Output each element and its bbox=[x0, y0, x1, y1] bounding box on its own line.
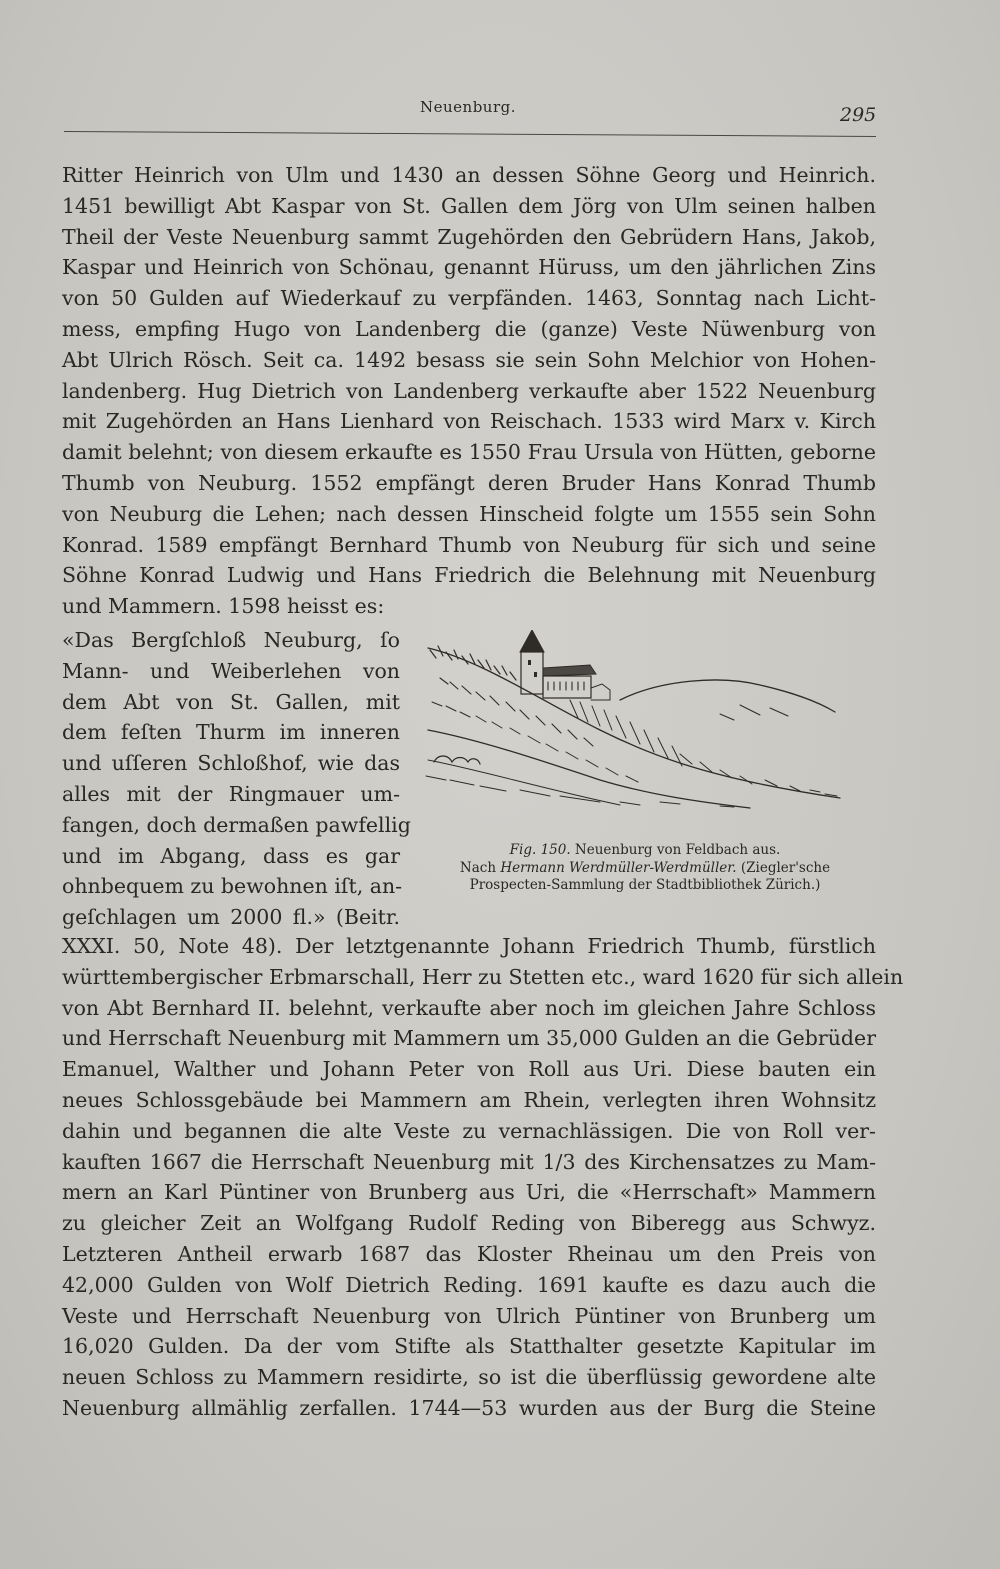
header-rule bbox=[64, 131, 876, 137]
text-line: neuen Schloss zu Mammern residirte, so ist die überflüssig gewordene alte bbox=[62, 1365, 876, 1390]
page-number: 295 bbox=[840, 104, 877, 126]
text-line: landenberg. Hug Dietrich von Landenberg verkaufte aber 1522 Neuenburg bbox=[62, 378, 876, 403]
text-line: Emanuel, Walther und Johann Peter von Roll aus Uri. Diese bauten ein bbox=[62, 1057, 876, 1082]
text-line: von 50 Gulden auf Wiederkauf zu verpfänden. 1463, Sonntag nach Licht- bbox=[62, 286, 876, 311]
text-line: dahin und begannen die alte Veste zu vernachlässigen. Die von Roll ver- bbox=[62, 1118, 876, 1143]
body-text-bottom bbox=[62, 931, 904, 1424]
quote-line: und im Abgang, dass es gar bbox=[62, 843, 400, 868]
figure-150 bbox=[420, 630, 870, 915]
text-line: Theil der Veste Neuenburg sammt Zugehörden den Gebrüdern Hans, Jakob, bbox=[62, 224, 876, 249]
quote-line: dem feſten Thurm im inneren bbox=[62, 720, 400, 745]
text-line: 42,000 Gulden von Wolf Dietrich Reding. 1691 kaufte es dazu auch die bbox=[62, 1272, 876, 1297]
quote-line: alles mit der Ringmauer um- bbox=[62, 781, 400, 806]
figure-label: Fig. 150. bbox=[509, 842, 571, 858]
caption-suffix: (Ziegler'sche bbox=[740, 859, 831, 876]
text-line: Kaspar und Heinrich von Schönau, genannt Hüruss, um den jährlichen Zins bbox=[62, 255, 876, 280]
text-line: Thumb von Neuburg. 1552 empfängt deren Bruder Hans Konrad Thumb bbox=[62, 470, 876, 495]
quote-line: und uſſeren Schloßhof, wie das bbox=[62, 751, 400, 776]
figure-title: Neuenburg von Feldbach aus. bbox=[574, 842, 781, 858]
text-line: zu gleicher Zeit an Wolfgang Rudolf Reding von Biberegg aus Schwyz. bbox=[62, 1211, 876, 1236]
text-line: Neuenburg allmählig zerfallen. 1744—53 wurden aus der Burg die Steine bbox=[62, 1395, 876, 1420]
text-line: württembergischer Erbmarschall, Herr zu Stetten etc., ward 1620 für sich allein bbox=[62, 964, 904, 989]
quote-line: dem Abt von St. Gallen, mit bbox=[62, 689, 400, 714]
text-line: mit Zugehörden an Hans Lienhard von Reischach. 1533 wird Marx v. Kirch bbox=[62, 409, 876, 434]
caption-author: Hermann Werdmüller-Werdmüller. bbox=[500, 859, 737, 876]
quote-line: fangen, doch dermaßen pawfellig bbox=[62, 812, 411, 837]
text-line: mess, empfing Hugo von Landenberg die (ganze) Veste Nüwenburg von bbox=[62, 316, 876, 341]
caption-line-1 bbox=[420, 842, 870, 860]
castle-hillside-sketch-icon bbox=[420, 630, 870, 840]
text-line: von Abt Bernhard II. belehnt, verkaufte aber noch im gleichen Jahre Schloss bbox=[62, 995, 876, 1020]
text-line: Konrad. 1589 empfängt Bernhard Thumb von Neuburg für sich und seine bbox=[62, 532, 876, 557]
text-line: mern an Karl Püntiner von Brunberg aus Uri, die «Herrschaft» Mammern bbox=[62, 1180, 876, 1205]
text-line: Veste und Herrschaft Neuenburg von Ulrich Püntiner von Brunberg um bbox=[62, 1303, 876, 1328]
caption-line-2 bbox=[420, 860, 870, 878]
caption-prefix: Nach bbox=[459, 859, 497, 876]
quote-line: Mann- und Weiberlehen von bbox=[62, 658, 400, 683]
text-line: kauften 1667 die Herrschaft Neuenburg mit 1/3 des Kirchensatzes zu Mam- bbox=[62, 1149, 876, 1174]
text-line: von Neuburg die Lehen; nach dessen Hinscheid folgte um 1555 sein Sohn bbox=[62, 501, 876, 526]
text-line: und Herrschaft Neuenburg mit Mammern um 35,000 Gulden an die Gebrüder bbox=[62, 1026, 876, 1051]
quote-line: ohnbequem zu bewohnen iſt, an- bbox=[62, 874, 403, 899]
text-line: 1451 bewilligt Abt Kaspar von St. Gallen dem Jörg von Ulm seinen halben bbox=[62, 193, 876, 218]
running-head: Neuenburg. bbox=[420, 98, 517, 116]
text-line: Letzteren Antheil erwarb 1687 das Kloster Rheinau um den Preis von bbox=[62, 1241, 876, 1266]
caption-line-3: Prospecten-Sammlung der Stadtbibliothek Zürich.) bbox=[469, 877, 821, 893]
quote-line: geſchlagen um 2000 fl.» (Beitr. bbox=[62, 905, 400, 930]
text-line: neues Schlossgebäude bei Mammern am Rhein, verlegten ihren Wohnsitz bbox=[62, 1087, 876, 1112]
quote-line: «Das Bergſchloß Neuburg, ſo bbox=[62, 628, 400, 652]
text-line: damit belehnt; von diesem erkaufte es 1550 Frau Ursula von Hütten, geborne bbox=[62, 440, 876, 465]
text-line: Ritter Heinrich von Ulm und 1430 an dessen Söhne Georg und Heinrich. bbox=[62, 163, 876, 187]
text-line: XXXI. 50, Note 48). Der letztgenannte Johann Friedrich Thumb, fürstlich bbox=[62, 934, 876, 958]
quote-block bbox=[62, 625, 411, 933]
text-line: 16,020 Gulden. Da der vom Stifte als Statthalter gesetzte Kapitular im bbox=[62, 1334, 876, 1359]
body-text-top bbox=[62, 160, 876, 622]
text-line: und Mammern. 1598 heisst es: bbox=[62, 594, 385, 619]
text-line: Abt Ulrich Rösch. Seit ca. 1492 besass sie sein Sohn Melchior von Hohen- bbox=[62, 347, 876, 372]
text-line: Söhne Konrad Ludwig und Hans Friedrich die Belehnung mit Neuenburg bbox=[62, 563, 876, 588]
figure-caption bbox=[420, 842, 870, 895]
